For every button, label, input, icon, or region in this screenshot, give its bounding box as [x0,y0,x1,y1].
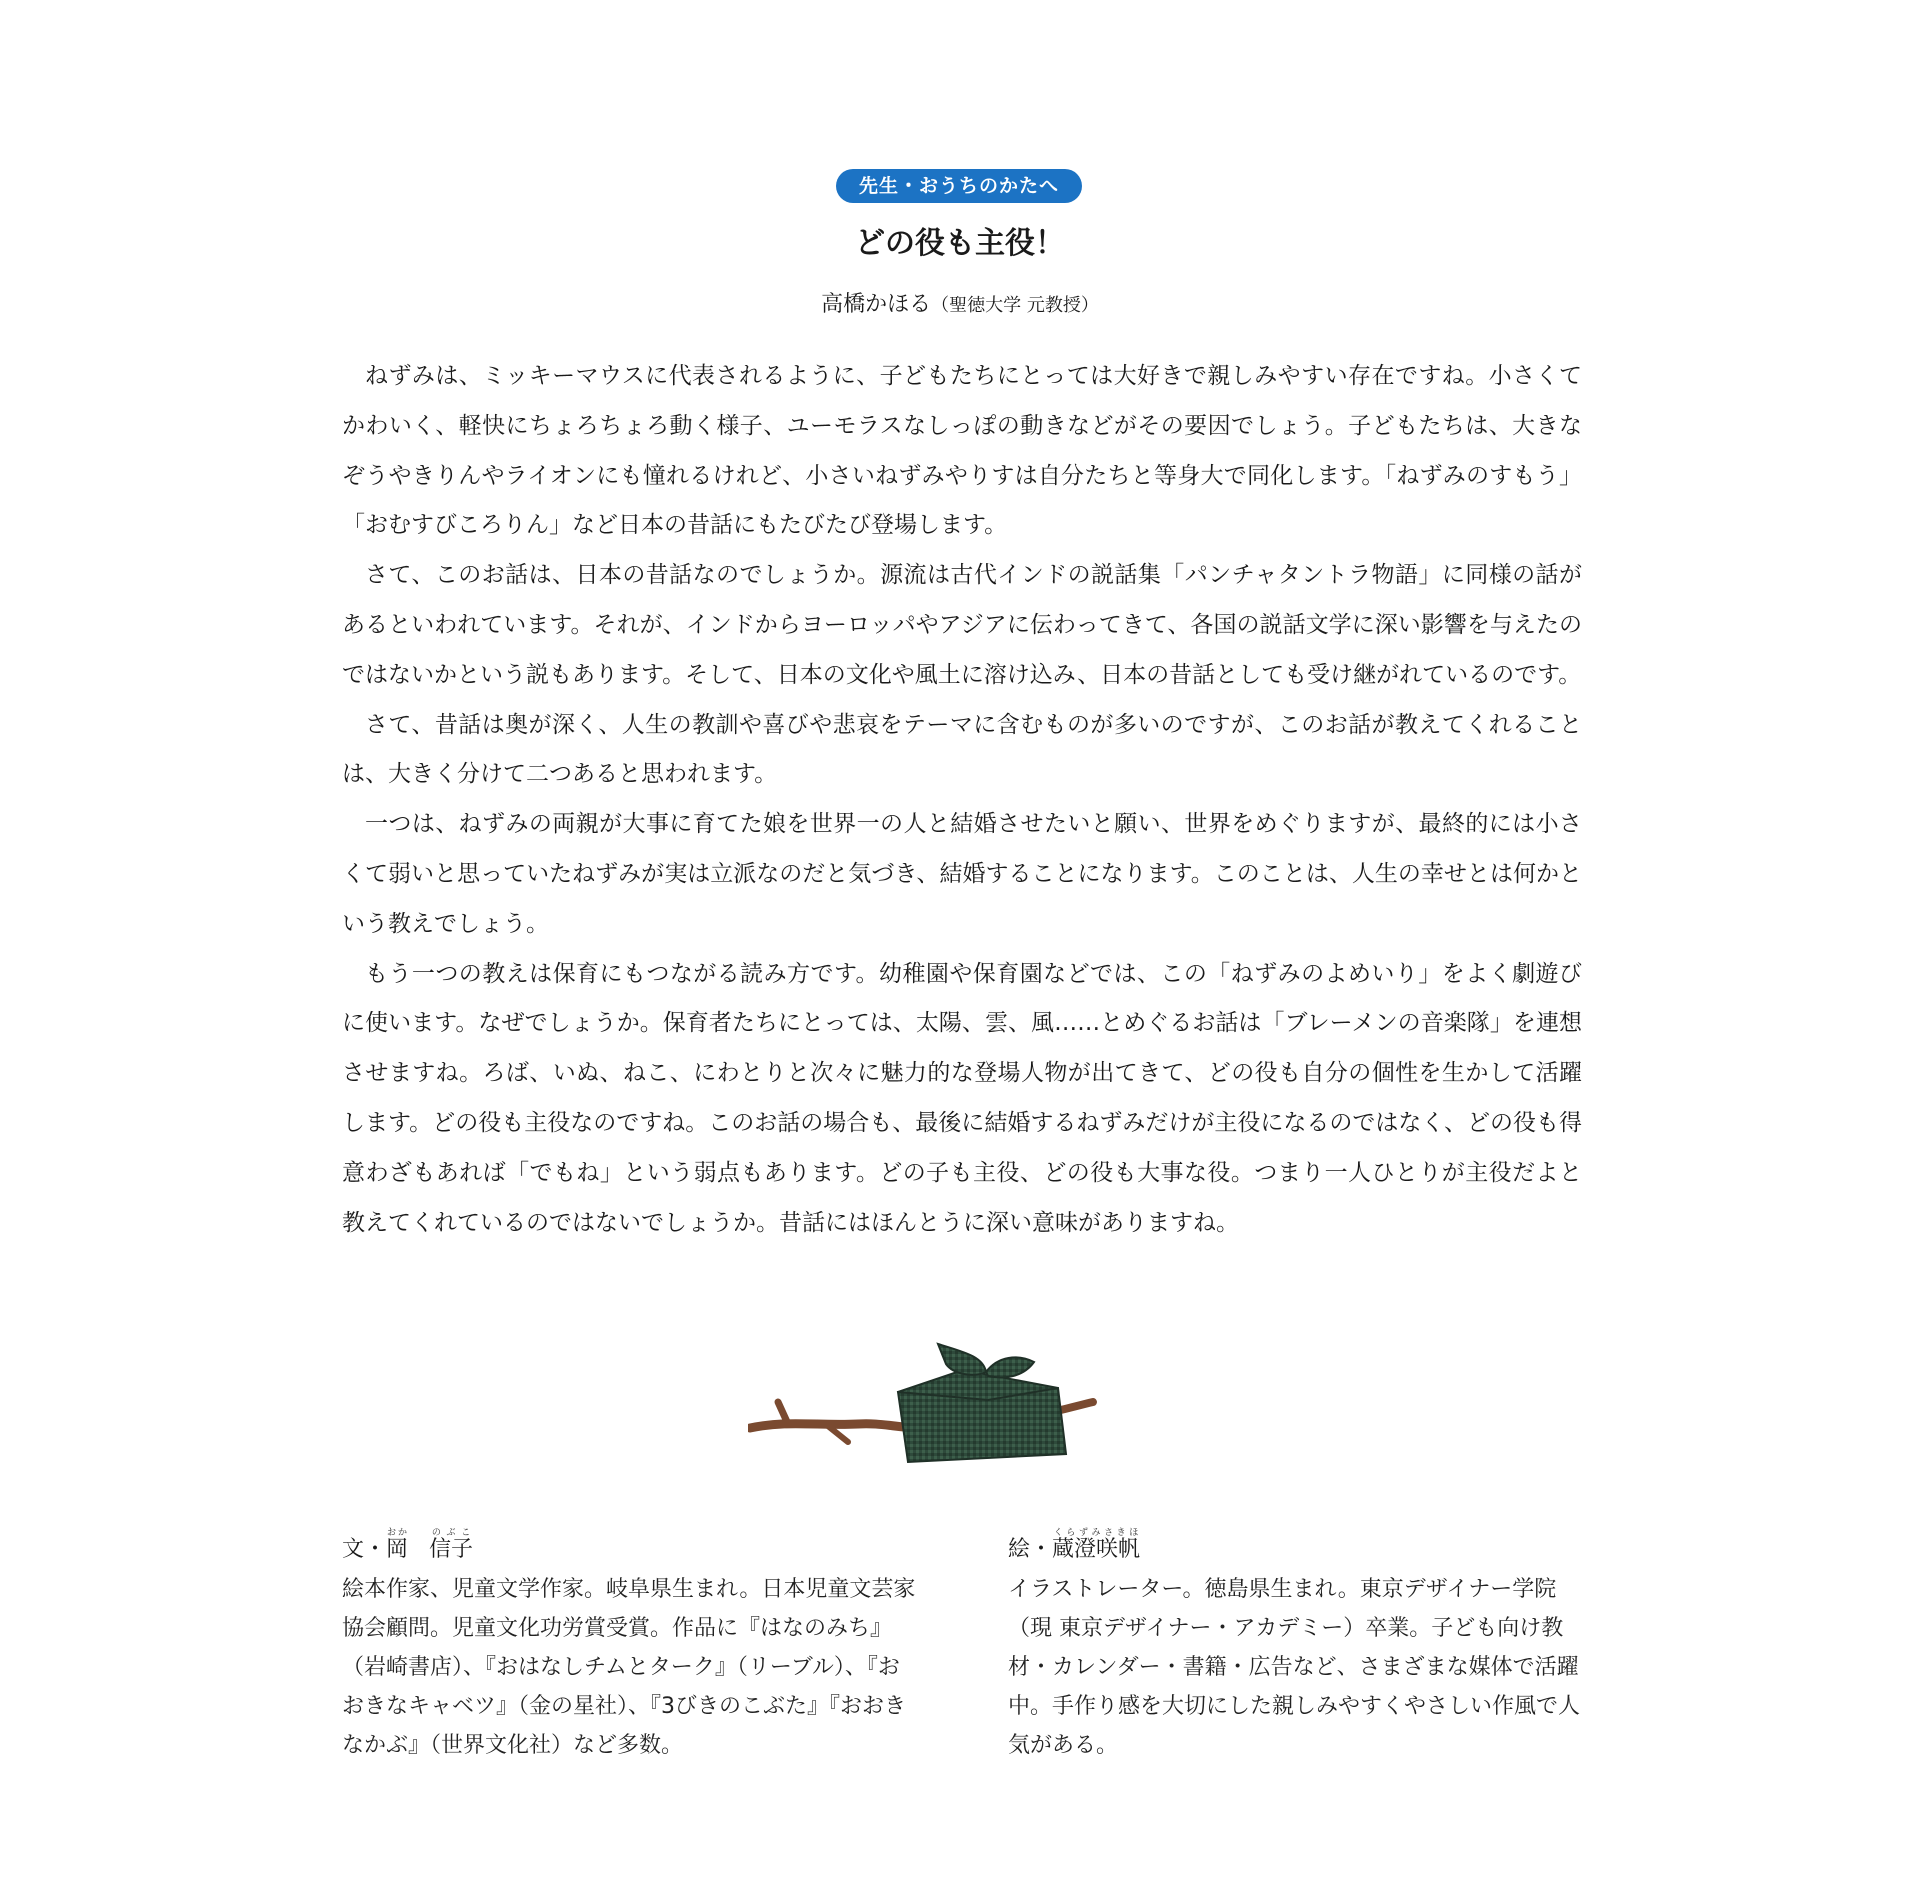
furoshiki-bundle [898,1344,1066,1462]
writer-credit [342,1528,918,1765]
author-name: 高橋かほる [821,292,932,317]
illustrator-bio: イラストレーター。徳島県生まれ。東京デザイナー学院（現 東京デザイナー・アカデミー）卒業。子ども向け教材・カレンダー・書籍・広告など、さまざまな媒体で活躍中。手作り感を大切にした親しみやすくやさしい作風で人気がある。 [1008,1577,1581,1758]
paragraph: ねずみは、ミッキーマウスに代表されるように、子どもたちにとっては大好きで親しみやすい存在ですね。小さくてかわいく、軽快にちょろちょろ動く様子、ユーモラスなしっぽの動きなどがその要因でしょう。子どもたちは、大きなぞうやきりんやライオンにも憧れるけれど、小さいねずみやりすは自分たちと等身大で同化します。「ねずみのすもう」「おむすびころりん」など日本の昔話にもたびたび登場します。 [342,363,1582,539]
paragraph: さて、このお話は、日本の昔話なのでしょうか。源流は古代インドの説話集「パンチャタントラ物語」に同様の話があるといわれています。それが、インドからヨーロッパやアジアに伝わってきて、各国の説話文学に深い影響を与えたのではないかという説もあります。そして、日本の文化や風土に溶け込み、日本の昔話としても受け継がれているのです。 [342,562,1582,688]
writer-surname: 岡おか [386,1528,409,1562]
illustrator-credit [1008,1528,1582,1765]
writer-name: 文・岡おか 信子のぶこ [342,1528,474,1562]
article-body [342,352,1582,1248]
section-badge: 先生・おうちのかたへ [836,169,1082,203]
paragraph: さて、昔話は奥が深く、人生の教訓や喜びや悲哀をテーマに含むものが多いのですが、このお話が教えてくれることは、大きく分けて二つあると思われます。 [342,711,1582,788]
writer-bio: 絵本作家、児童文学作家。岐阜県生まれ。日本児童文芸家協会顧問。児童文化功労賞受賞。作品に『はなのみち』（岩崎書店）、『おはなしチムとターク』（リーブル）、『おおきなキャベツ』（金の星社）、『3びきのこぶた』『おおきなかぶ』（世界文化社）など多数。 [342,1577,916,1758]
illustrator-full-name: 蔵澄咲帆くらずみさきほ [1052,1528,1141,1562]
bundle-on-branch-illustration [748,1342,1104,1466]
writer-given-name: 信子のぶこ [429,1528,474,1562]
paragraph: 一つは、ねずみの両親が大事に育てた娘を世界一の人と結婚させたいと願い、世界をめぐりますが、最終的には小さくて弱いと思っていたねずみが実は立派なのだと気づき、結婚することになります。このことは、人生の幸せとは何かという教えでしょう。 [342,811,1582,937]
page-title: どの役も主役！ [855,226,1065,261]
author-affiliation: （聖徳大学 元教授） [931,295,1099,316]
author-line [560,288,1360,323]
paragraph: もう一つの教えは保育にもつながる読み方です。幼稚園や保育園などでは、この「ねずみのよめいり」をよく劇遊びに使います。なぜでしょうか。保育者たちにとっては、太陽、雲、風……とめぐるお話は「ブレーメンの音楽隊」を連想させますね。ろば、いぬ、ねこ、にわとりと次々に魅力的な登場人物が出てきて、どの役も自分の個性を生かして活躍します。どの役も主役なのですね。このお話の場合も、最後に結婚するねずみだけが主役になるのではなく、どの役も得意わざもあれば「でもね」という弱点もあります。どの子も主役、どの役も大事な役。つまり一人ひとりが主役だよと教えてくれているのではないでしょうか。昔話にはほんとうに深い意味がありますね。 [342,960,1582,1236]
illustrator-name: 絵・蔵澄咲帆くらずみさきほ [1008,1528,1141,1562]
